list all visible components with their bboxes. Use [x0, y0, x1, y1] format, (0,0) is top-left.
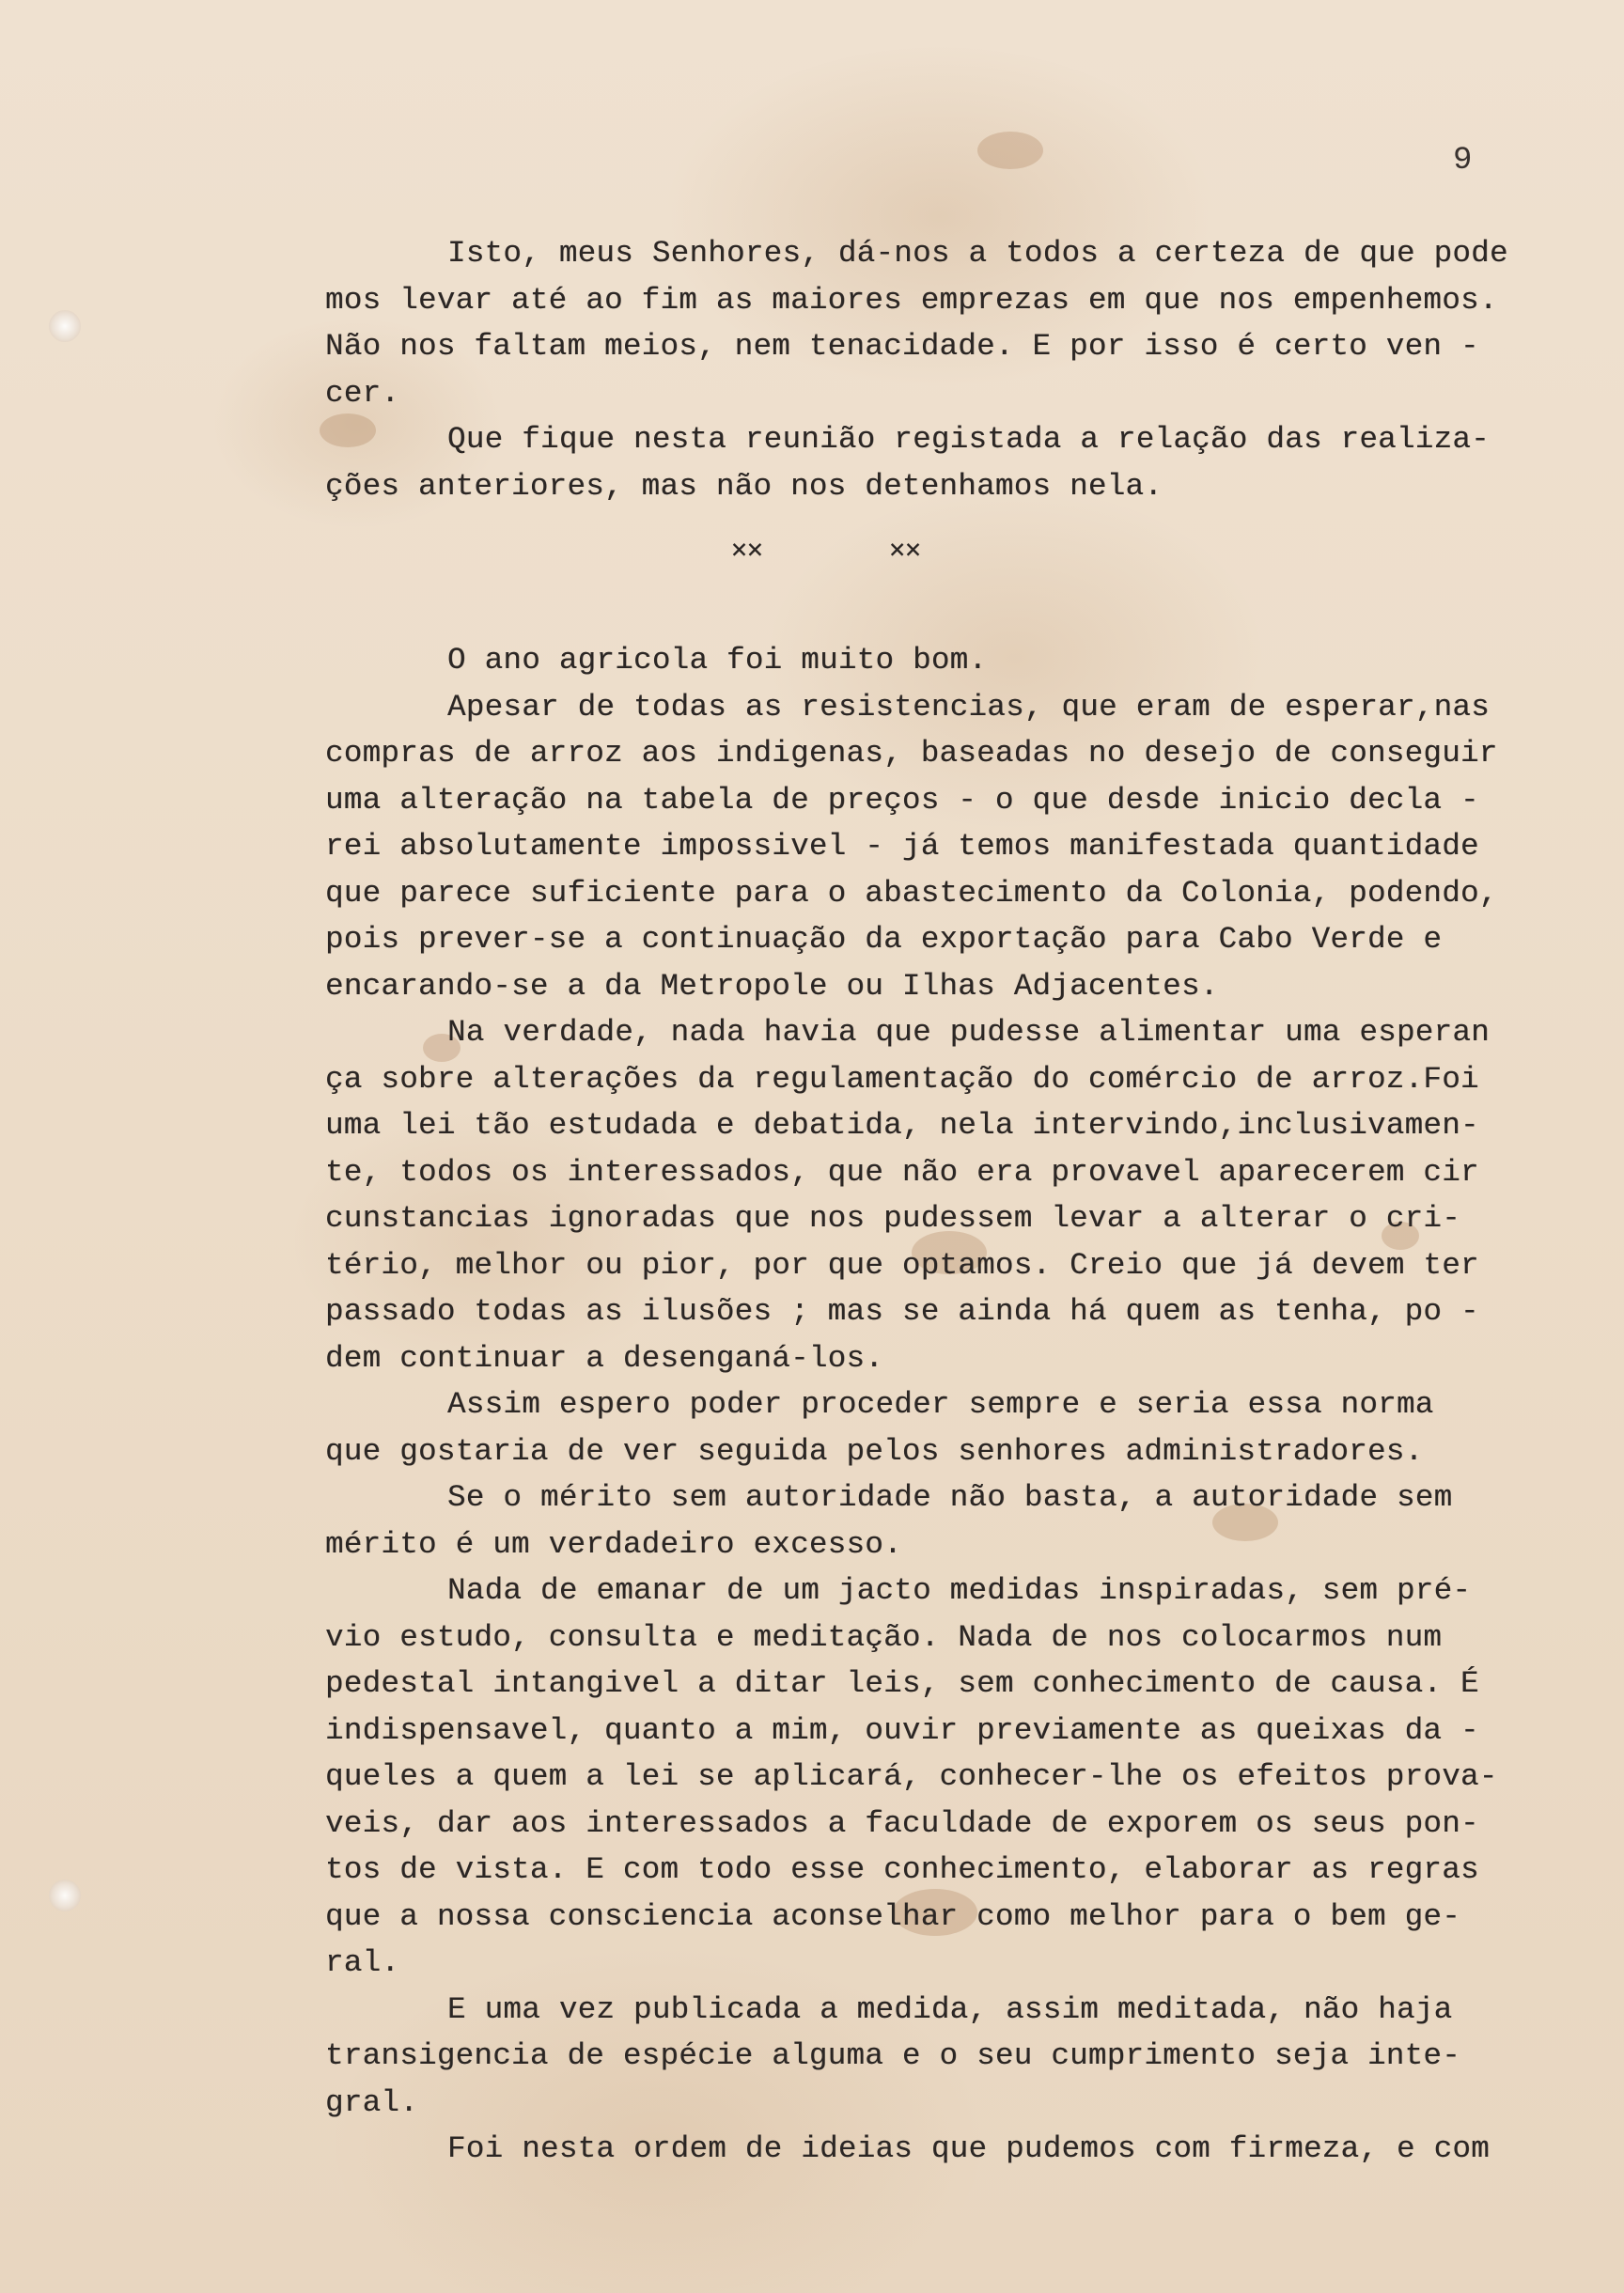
text-line: Se o mérito sem autoridade não basta, a autoridade sem	[447, 1480, 1453, 1515]
text-line: Na verdade, nada havia que pudesse alimentar uma esperan	[447, 1015, 1490, 1050]
text-line: compras de arroz aos indigenas, baseadas no desejo de conseguir	[325, 736, 1498, 771]
paragraph	[325, 1987, 1500, 2127]
text-line: uma alteração na tabela de preços - o que desde inicio decla -	[325, 782, 1479, 818]
text-line: veis, dar aos interessados a faculdade de exporem os seus pon-	[325, 1805, 1479, 1841]
text-line: tério, melhor ou pior, por que optamos. Creio que já devem ter	[325, 1247, 1479, 1283]
paragraph	[325, 1381, 1500, 1474]
paragraph	[325, 1568, 1500, 1987]
section-separator: ✕✕ ✕✕	[731, 537, 921, 566]
paragraph	[325, 1474, 1500, 1568]
text-line: ral.	[325, 1945, 400, 1980]
text-line: O ano agricola foi muito bom.	[447, 643, 988, 678]
paragraph	[325, 2126, 1500, 2173]
paragraph	[325, 637, 1500, 684]
text-line: Foi nesta ordem de ideias que pudemos com firmeza, e com	[447, 2131, 1490, 2166]
stain	[977, 132, 1043, 169]
punch-hole	[49, 310, 81, 342]
text-line: mérito é um verdadeiro excesso.	[325, 1526, 902, 1562]
text-line: encarando-se a da Metropole ou Ilhas Adjacentes.	[325, 968, 1219, 1004]
page-number: 9	[1453, 143, 1473, 179]
text-line: pedestal intangivel a ditar leis, sem conhecimento de causa. É	[325, 1666, 1479, 1701]
text-line: E uma vez publicada a medida, assim meditada, não haja	[447, 1991, 1453, 2027]
text-line: pois prever-se a continuação da exportação para Cabo Verde e	[325, 922, 1443, 957]
text-line: mos levar até ao fim as maiores emprezas em que nos empenhemos.	[325, 282, 1498, 318]
text-line: queles a quem a lei se aplicará, conhecer-lhe os efeitos prova-	[325, 1759, 1498, 1794]
body-text	[325, 230, 1508, 2173]
paragraph	[325, 1009, 1500, 1381]
text-line: Apesar de todas as resistencias, que eram de esperar,nas	[447, 689, 1490, 725]
text-line: indispensavel, quanto a mim, ouvir previamente as queixas da -	[325, 1712, 1479, 1748]
punch-hole	[49, 1880, 81, 1911]
text-line: cunstancias ignoradas que nos pudessem levar a alterar o cri-	[325, 1201, 1460, 1236]
text-line: ções anteriores, mas não nos detenhamos nela.	[325, 468, 1163, 504]
text-line: cer.	[325, 375, 400, 411]
paragraph	[325, 230, 1508, 416]
text-line: que parece suficiente para o abastecimento da Colonia, podendo,	[325, 875, 1498, 911]
text-line: que gostaria de ver seguida pelos senhores administradores.	[325, 1433, 1424, 1469]
paragraph	[325, 416, 1500, 509]
text-line: te, todos os interessados, que não era provavel aparecerem cir	[325, 1154, 1479, 1190]
text-line: passado todas as ilusões ; mas se ainda há quem as tenha, po -	[325, 1294, 1479, 1329]
text-line: vio estudo, consulta e meditação. Nada de nos colocarmos num	[325, 1619, 1443, 1655]
text-line: tos de vista. E com todo esse conhecimento, elaborar as regras	[325, 1852, 1479, 1887]
text-line: Isto, meus Senhores, dá-nos a todos a certeza de que pode	[447, 236, 1508, 271]
text-line: dem continuar a desenganá-los.	[325, 1340, 884, 1376]
text-line: Assim espero poder proceder sempre e seria essa norma	[447, 1387, 1434, 1422]
text-line: rei absolutamente impossivel - já temos manifestada quantidade	[325, 829, 1479, 864]
text-line: Que fique nesta reunião registada a relação das realiza-	[447, 422, 1490, 457]
text-line: transigencia de espécie alguma e o seu cumprimento seja inte-	[325, 2038, 1460, 2073]
text-line: Nada de emanar de um jacto medidas inspiradas, sem pré-	[447, 1573, 1472, 1608]
text-line: uma lei tão estudada e debatida, nela intervindo,inclusivamen-	[325, 1108, 1479, 1143]
text-line: Não nos faltam meios, nem tenacidade. E por isso é certo ven -	[325, 329, 1479, 364]
text-line: que a nossa consciencia aconselhar como melhor para o bem ge-	[325, 1898, 1460, 1934]
text-line: ça sobre alterações da regulamentação do comércio de arroz.Foi	[325, 1061, 1479, 1097]
paragraph	[325, 684, 1500, 1010]
text-line: gral.	[325, 2084, 419, 2120]
